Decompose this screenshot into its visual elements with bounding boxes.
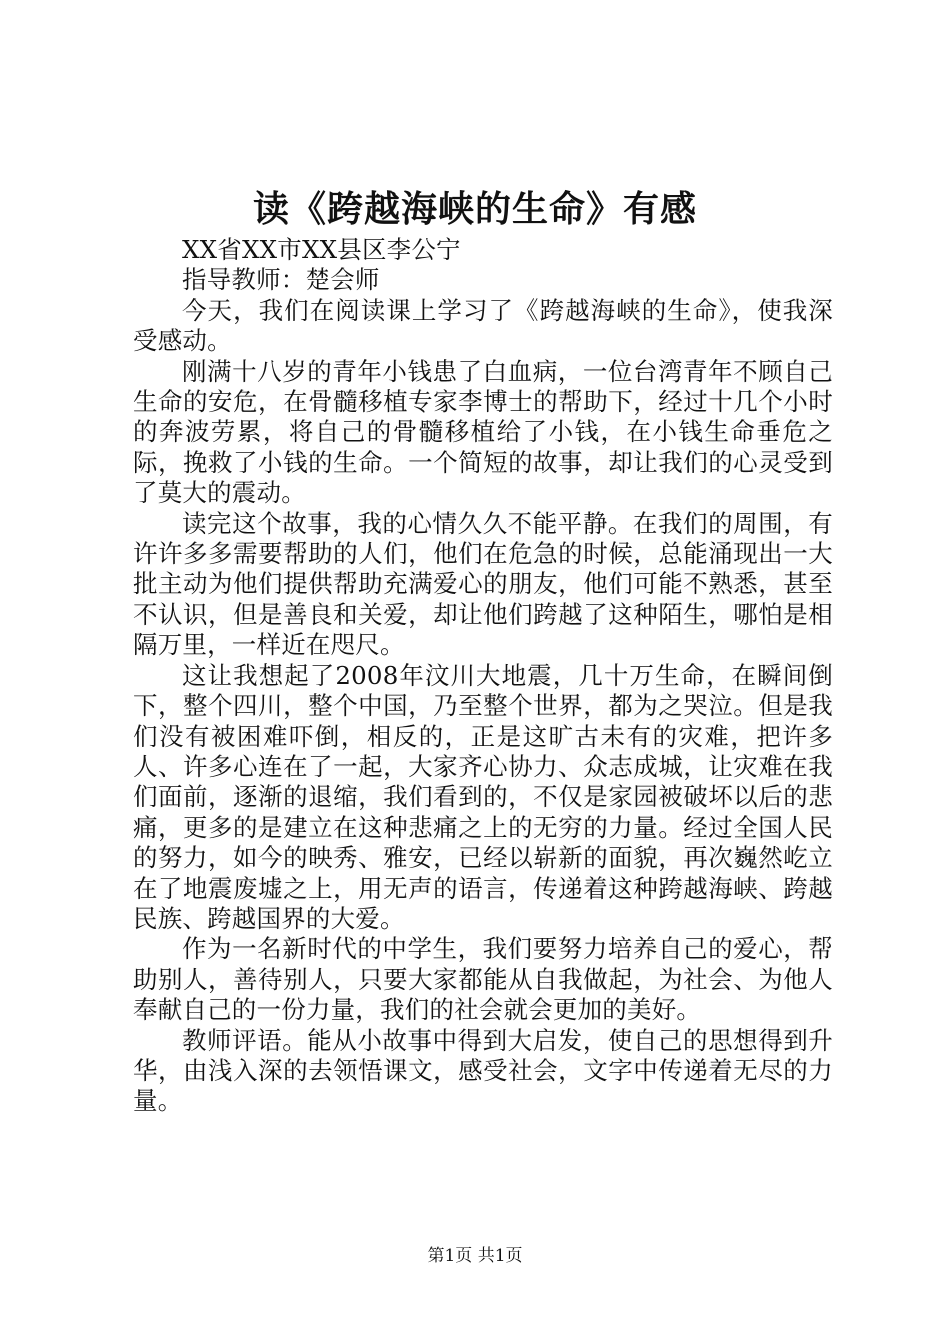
paragraph: 作为一名新时代的中学生，我们要努力培养自己的爱心，帮助别人，善待别人，只要大家都能从自我做起，为社会、为他人奉献自己的一份力量，我们的社会就会更加的美好。 [133, 934, 833, 1025]
document-title: 读《跨越海峡的生命》有感 [252, 188, 697, 230]
paragraph: 刚满十八岁的青年小钱患了白血病，一位台湾青年不顾自己生命的安危，在骨髓移植专家李博士的帮助下，经过十几个小时的奔波劳累，将自己的骨髓移植给了小钱，在小钱生命垂危之际，挽救了小钱的生命。一个简短的故事，却让我们的心灵受到了莫大的震动。 [133, 356, 833, 508]
paragraph: 这让我想起了2008年汶川大地震，几十万生命，在瞬间倒下，整个四川，整个中国，乃至整个世界，都为之哭泣。但是我们没有被困难吓倒，相反的，正是这旷古未有的灾难，把许多人、许多心连在了一起，大家齐心协力、众志成城，让灾难在我们面前，逐渐的退缩，我们看到的，不仅是家园被破坏以后的悲痛，更多的是建立在这种悲痛之上的无穷的力量。经过全国人民的努力，如今的映秀、雅安，已经以崭新的面貌，再次巍然屹立在了地震废墟之上，用无声的语言，传递着这种跨越海峡、跨越民族、跨越国界的大爱。 [133, 660, 833, 933]
document-body [133, 235, 833, 1117]
paragraph: 今天，我们在阅读课上学习了《跨越海峡的生命》，使我深受感动。 [133, 295, 833, 356]
teacher-line: 指导教师：楚会师 [182, 265, 380, 295]
author-line: XX省XX市XX县区李公宁 [182, 235, 461, 264]
paragraph: 读完这个故事，我的心情久久不能平静。在我们的周围，有许许多多需要帮助的人们，他们在危急的时候，总能涌现出一大批主动为他们提供帮助充满爱心的朋友，他们可能不熟悉，甚至不认识，但是善良和关爱，却让他们跨越了这种陌生，哪怕是相隔万里，一样近在咫尺。 [133, 508, 833, 660]
paragraph: 教师评语。能从小故事中得到大启发，使自己的思想得到升华，由浅入深的去领悟课文，感受社会，文字中传递着无尽的力量。 [133, 1025, 833, 1116]
page-footer: 第1页 共1页 [427, 1246, 523, 1266]
